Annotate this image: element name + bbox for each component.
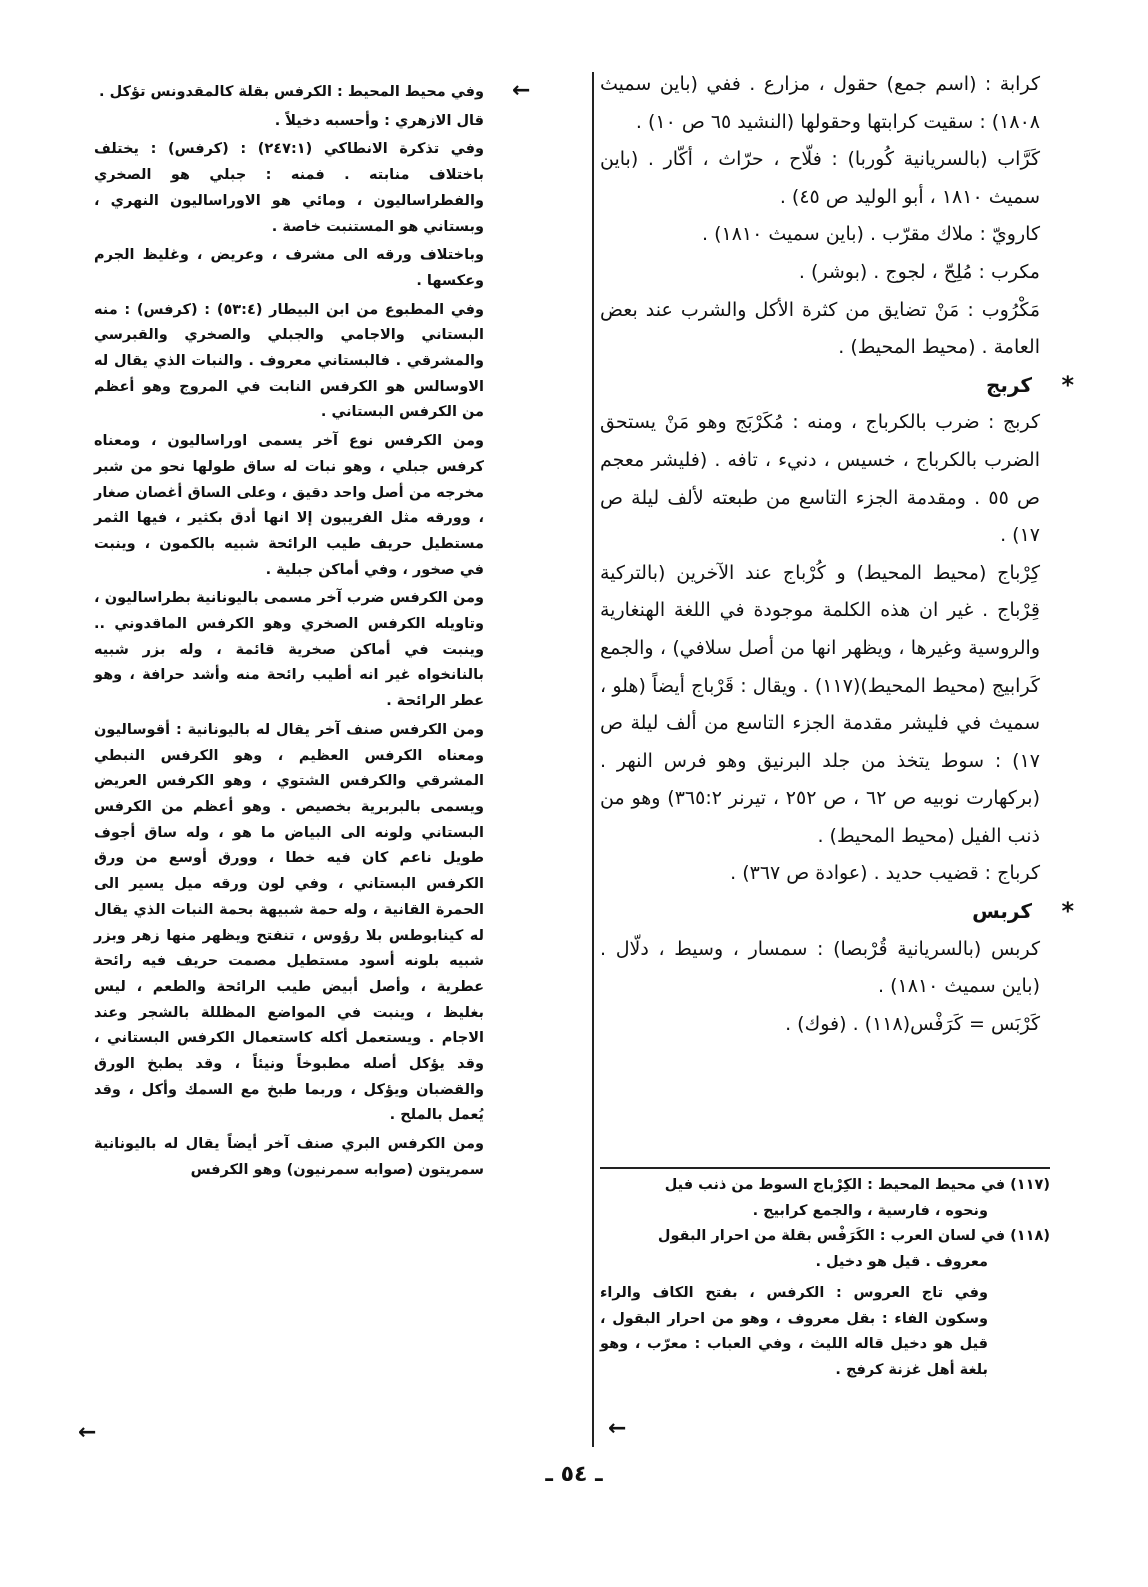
footnote-117: (١١٧) في محيط المحيط : الكِرْباج السوط من ذنب فيل [664,1177,1050,1193]
entry-mukrib: مكرب : مُلِحّ ، لجوج . (بوشر) . [798,260,1040,283]
entry-karbaj-verb: كربج : ضرب بالكرباج ، ومنه : مُكَرْبَج وهو مَنْ يستحق الضرب بالكرباج ، خسيس ، دنيء ، تافه . (فليشر معجم ص ٥٥ . ومقدمة الجزء التاسع من طبعته لألف ليلة ص ١٧) . [600,411,1040,547]
entry-karbas-karafs: كَرْبَس = كَرَفْس(١١٨) . (فوك) . [785,1012,1040,1035]
entry-makrub: مَكْرُوب : مَنْ تضايق من كثرة الأكل والشرب عند بعض العامة . (محيط المحيط) . [600,298,1040,359]
continuation-arrow-icon: ← [512,78,531,103]
commentary-column [94,80,484,1187]
entry-karrab: كَرَّاب (بالسريانية كُوربا) : فلّاح ، حرّاث ، أكّار . (باين سميث ١٨١٠ ، أبو الوليد ص ٤٥) . [600,148,1040,208]
footnotes [600,1173,1050,1383]
commentary-paragraph: وفي محيط المحيط : الكرفس بقلة كالمقدونس تؤكل . [99,84,484,100]
root-heading-karbas [600,893,1074,931]
entry-karbas: كربس (بالسريانية قُرْبصا) : سمسار ، وسيط ، دلّال . (باين سميث ١٨١٠) . [600,937,1040,998]
continuation-arrow-icon: ← [78,1420,97,1445]
root-heading-text: كربج [986,372,1032,397]
commentary-paragraph: ومن الكرفس صنف آخر يقال له باليونانية : أقوساليون ومعناه الكرفس العظيم ، وهو الكرفس النبطي المشرقي والكرفس الشتوي ، وهو الكرفس العريض ويسمى بالبربرية بخصيص . وهو أعظم من الكرفس البستاني ولونه الى البياض ما هو ، وله ساق أجوف طويل ناعم كان فيه خطا ، وورق أوسع من ورق الكرفس البستاني ، وفي لون ورقه ميل يسير الى الحمرة القانية ، وله حمة شبيهة بحمة النبات الذي يقال له كينابوطس بلا رؤوس ، تنفتح ويظهر منها زهر وبزر شبيه بلونه أسود مستطيل مصمت حريف فيه رائحة عطرية ، وأصل أبيض طيب الرائحة والطعم ، ليس بغليظ ، وينبت في المواضع المظللة بالشجر وعند الاجام . ويستعمل أكله كاستعمال الكرفس البستاني ، وقد يؤكل أصله مطبوخاً ونيئاً ، وقد يطبخ الورق والقضبان ويؤكل ، وربما طبخ مع السمك وأكل ، وقد يُعمل بالملح . [94,721,484,1124]
page-number: ـ ٥٤ ـ [545,1462,603,1487]
footnote-117-cont: ونحوه ، فارسية ، والجمع كرابيج . [752,1202,988,1219]
commentary-paragraph: قال الازهري : وأحسبه دخيلاً . [274,112,484,129]
footnote-118-taj: وفي تاج العروس : الكرفس ، بفتح الكاف والراء وسكون الفاء : بقل معروف ، وهو من احرار البقول ، قيل هو دخيل قاله الليث ، وفي العباب : معرّب ، وهو بلغة أهل غزنة كرفج . [600,1285,988,1378]
star-icon: * [1061,370,1074,399]
entry-karawi: كارويّ : ملاك مقرّب . (باين سميث ١٨١٠) . [702,223,1040,246]
entry-karaba: كرابة : (اسم جمع) حقول ، مزارع . ففي (باين سميث ١٨٠٨) : سقيت كرابتها وحقولها (النشيد ٦٥ ص ١٠) . [600,73,1040,133]
continuation-arrow-icon: ← [608,1416,627,1441]
commentary-paragraph: وفي المطبوع من ابن البيطار (٥٣:٤) : (كرفس) : منه البستاني والاجامي والجبلي والصخري والقبرسي والمشرقي . فالبستاني معروف . والنبات الذي يقال له الاوسالس هو الكرفس النابت في المروج وهو أعظم من الكرفس البستاني . [94,301,484,421]
commentary-paragraph: ومن الكرفس نوع آخر يسمى اوراساليون ، ومعناه كرفس جبلي ، وهو نبات له ساق طولها نحو من شبر مخرجه من أصل واحد دقيق ، وعلى الساق أغصان صغار ، وورقه مثل الفريبون إلا انها أدق بكثير ، فيها الثمر مستطيل حريف طيب الرائحة شبيه بالكمون ، وينبت في صخور ، وفي أماكن جبلية . [94,433,484,578]
dictionary-column [600,66,1074,1043]
commentary-paragraph: ومن الكرفس البري صنف آخر أيضاً يقال له باليونانية سمريتون (صوابه سمرنيون) وهو الكرفس [94,1136,484,1178]
commentary-paragraph: وفي تذكرة الانطاكي (٢٤٧:١) : (كرفس) : يختلف باختلاف منابته . فمنه : جبلي هو الصخري والفطراساليون ، ومائي هو الاوراساليون النهري ، وبستاني هو المستنبت خاصة . [94,141,484,235]
footnote-divider [600,1167,1050,1169]
column-divider [592,72,594,1447]
footnote-118-cont: معروف . قيل هو دخيل . [815,1253,988,1270]
footnote-118: (١١٨) في لسان العرب : الكَرَفْس بقلة من احرار البقول [657,1228,1050,1244]
commentary-paragraph: ومن الكرفس ضرب آخر مسمى باليونانية بطراساليون ، وتاويله الكرفس الصخري وهو الكرفس الماقدوني .. وينبت في أماكن صخرية قائمة ، وله بزر شبيه بالنانخواه غير انه أطيب رائحة منه وأشد حرافة ، وهو عطر الرائحة . [94,590,484,710]
root-heading-text: كربس [972,899,1032,924]
root-heading-karbaj [600,367,1074,405]
commentary-paragraph: وباختلاف ورقه الى مشرف ، وعريض ، وغليظ الجرم وعكسها . [94,247,484,289]
entry-kirbaj: كِرْباج (محيط المحيط) و كُرْباج عند الآخرين (بالتركية قِرْباج . غير ان هذه الكلمة موجودة في اللغة الهنغارية والروسية وغيرها ، ويظهر انها من أصل سلافي) ، والجمع كَرابيج (محيط المحيط)(١١٧) . ويقال : قَرْباج أيضاً (هلو ، سميث في فليشر مقدمة الجزء التاسع من ألف ليلة ص ١٧) : سوط يتخذ من جلد البرنيق وهو فرس النهر . (بركهارت نوبيه ص ٦٢ ، ص ٢٥٢ ، تيرنر ٣٦٥:٢) وهو من ذنب الفيل (محيط المحيط) . [600,561,1040,847]
star-icon: * [1061,897,1074,926]
entry-karbaj-rod: كرباج : قضيب حديد . (عوادة ص ٣٦٧) . [730,862,1040,885]
